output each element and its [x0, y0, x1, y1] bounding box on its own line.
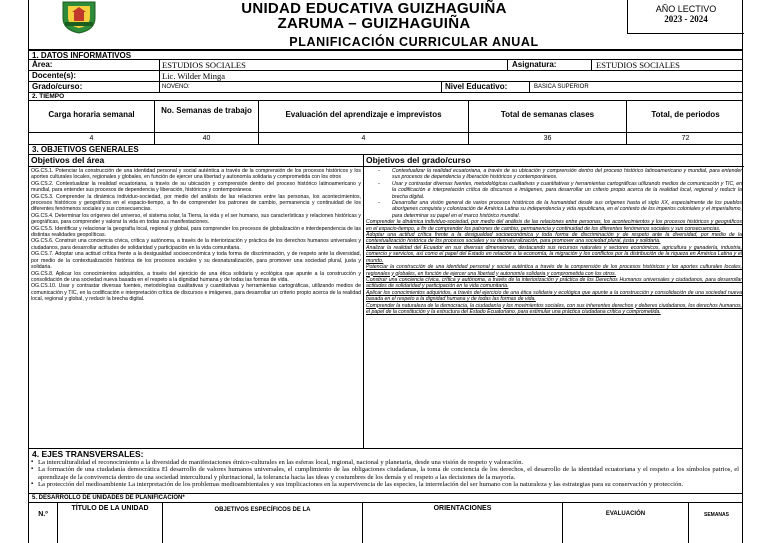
nivel-value: BASICA SUPERIOR [529, 82, 744, 92]
section-unidades: 5. DESARROLLO DE UNIDADES DE PLANIFICACIÓN* [32, 495, 185, 501]
header-row [28, 0, 743, 34]
school-name: UNIDAD EDUCATIVA GUIZHAGUIÑA [241, 0, 507, 17]
tiempo-value-semanas: 40 [154, 133, 258, 144]
tiempo-value-total-periodos: 72 [626, 133, 744, 144]
asignatura-value: ESTUDIOS SOCIALES [591, 60, 744, 70]
grado-value: NOVENO: [159, 82, 449, 92]
objetivos-grado-column [363, 155, 744, 448]
tiempo-header-total-semanas: Total de semanas clases [468, 101, 626, 132]
tiempo-header-total-periodos: Total, de periodos [626, 101, 744, 132]
objetivo-grado-item: Adoptar una actitud crítica frente a la desigualdad socioeconómica y toda forma de discriminación y de respeto ante la diversidad, por medio de la contextualización histórica de los procesos sociales y su desnaturalización, para promover una sociedad plural, justa y solidaria. [366, 232, 742, 245]
section-ejes: 4. EJES TRANSVERSALES: [32, 449, 144, 459]
objetivo-grado-item: Comprender la dinámica individuo-sociedad, por medio del análisis de las relaciones entre personas, los acontecimientos y los procesos históricos y geográficos en el espacio-tiempo, a fin de comprender los patrones de cambio, permanencia y continuidad de los diferentes fenómenos sociales y sus consecuencias. [366, 219, 742, 232]
eje-transversal-item: ▪ La protección del medioambiente La interpretación de los problemas medioambientales y sus implicaciones en la supervivencia de las especies, la interrelación del ser humano con la naturaleza y las estrategias para su conservación y protección. [29, 481, 739, 488]
objetivos-area-column [29, 155, 363, 448]
school-emblem-icon [59, 0, 99, 34]
objetivos-area-header: Objetivos del área [29, 155, 363, 167]
objetivo-grado-item: Comprender la naturaleza de la democracia, la ciudadanía y los movimientos sociales, con sus inherentes derechos y deberes ciudadanos, los derechos humanos, el papel de la constitución y la estructura del Estado Ecuatoriano, para estimular una práctica ciudadana crítica y comprometida. [366, 302, 742, 315]
asignatura-label: Asignatura: [507, 60, 597, 70]
objetivos-area-list [31, 167, 361, 303]
unidades-header-objetivos: OBJETIVOS ESPECÍFICOS DE LA [162, 503, 362, 543]
school-location: ZARUMA – GUIZHAGUIÑA [277, 15, 471, 32]
objetivo-area-item: OG.CS.7. Adoptar una actitud crítica frente a la desigualdad socioeconómica y toda forma de discriminación, y de respeto ante la diversidad, por medio de la contextualización histórica de los procesos sociales y su desnaturalización, para promover una sociedad plural, justa y solidaria. [31, 251, 361, 271]
school-logo [29, 0, 119, 34]
tiempo-value-total-semanas: 36 [468, 133, 626, 144]
section-tiempo: 2. TIEMPO [32, 93, 65, 100]
objetivo-grado-item: Analizar la realidad del Ecuador en sus diversas dimensiones, destacando sus recursos naturales y sectores económicos, agricultura y ganadería, industria, comercio y servicios, así como el papel del Estado en relación a la economía, la migración y los conflictos por la distribución de la riqueza en América Latina y el mundo. [366, 244, 742, 264]
objetivo-area-item: OG.CS.2. Contextualizar la realidad ecuatoriana, a través de su ubicación y comprensión dentro del proceso histórico latinoamericano y mundial, para entender sus procesos de dependencia y liberación, históricos y contemporáneos. [31, 180, 361, 194]
tiempo-value-carga: 4 [89, 135, 94, 142]
objetivo-area-item: OG.CS.1. Potenciar la construcción de una identidad personal y social auténtica a través de la comprensión de los procesos históricos y los aportes culturales locales, regionales y globales, en función de ejercer una libertad y autonomía solidaria y comprometida con los otros [31, 168, 361, 181]
objetivo-grado-item: Construir una conciencia cívica, crítica y autónoma, a través de la interiorización y práctica de los Derechos Humanos universales y ciudadanos, para desarrollar actitudes de solidaridad y participación en la vida comunitaria. [366, 276, 742, 290]
nivel-label: Nivel Educativo: [441, 82, 536, 92]
school-year-value: 2023 - 2024 [664, 14, 708, 24]
docente-value: Lic. Wilder Minga [159, 71, 744, 81]
unidades-header-titulo: TÍTULO DE LA UNIDAD [57, 503, 162, 543]
objetivo-area-item: OG.CS.10. Usar y contrastar diversas fuentes, metodologías cualitativas y cuantitativas y herramientas cartográficas, utilizando medios de comunicación y TIC, en la codificación e interpretación crítica de discursos e imágenes, para desarrollar un criterio propio acerca de la realidad local, regional y global, y reducir la brecha digital. [31, 283, 361, 303]
objetivos-grado-list [366, 219, 742, 315]
objetivo-grado-item: - Desarrollar una visión general de varios procesos históricos de la humanidad desde sus orígenes hasta el siglo XX, especialmente de los pueblos aborígenes conquista y colonización de América Latina su independencia y vida republicana, en el contexto de los imperios coloniales y el imperialismo, para determinar su papel en el marco histórico mundial. [366, 200, 742, 219]
unidades-header-evaluacion: EVALUACIÓN [562, 503, 688, 543]
school-year-label: AÑO LECTIVO [655, 4, 717, 14]
unidades-header-numero: N.º [38, 511, 48, 518]
tiempo-value-evaluacion: 4 [258, 133, 468, 144]
objetivo-grado-item: - Contextualizar la realidad ecuatoriana, a través de su ubicación y comprensión dentro del proceso histórico latinoamericano y mundial, para entender sus procesos de dependencia y liberación históricos y contemporáneos. [366, 168, 742, 181]
area-label: Área: [32, 60, 53, 69]
tiempo-header-semanas: No. Semanas de trabajo [154, 101, 258, 132]
objetivo-area-item: OG.CS.4. Determinar los orígenes del universo, el sistema solar, la Tierra, la vida y el ser humano, sus características y relaciones históricas y geográficas, para comprender y valorar la vida en todas sus manifestaciones. [31, 212, 361, 226]
grado-label: Grado/curso: [32, 82, 83, 91]
tiempo-header-carga: Carga horaria semanal [48, 110, 135, 119]
objetivo-area-item: OG.CS.8. Aplicar los conocimientos adquiridos, a través del ejercicio de una ética solidaria y ecológica que apunte a la construcción y consolidación de una sociedad nueva basada en el respeto a la dignidad humana y de todas las formas de vida. [31, 270, 361, 283]
docente-label: Docente(s): [32, 71, 77, 80]
section-datos: 1. DATOS INFORMATIVOS [32, 51, 132, 60]
tiempo-header-evaluacion: Evaluación del aprendizaje e imprevistos [258, 101, 468, 132]
document-title: PLANIFICACIÓN CURRICULAR ANUAL [289, 35, 539, 49]
objetivos-grado-dash-list [366, 167, 742, 219]
objetivo-grado-item: Aplicar los conocimientos adquiridos, a través del ejercicio de una ética solidaria y ecológica que apunte a la construcción y consolidación de una sociedad nueva basada en el respeto a la dignidad humana y de todas las formas de vida. [366, 289, 742, 303]
objetivo-area-item: OG.CS.3. Comprender la dinámica individuo-sociedad, por medio del análisis de las relaciones entre las personas, los acontecimientos, procesos históricos y geográficos en el espacio-tiempo, a fin de comprender los patrones de cambio, permanencia y continuidad de los diferentes fenómenos sociales y sus consecuencias. [31, 193, 361, 213]
objetivos-grado-header: Objetivos del grado/curso [364, 155, 744, 167]
school-year-box [627, 0, 744, 34]
objetivo-grado-item: Potenciar la construcción de una identidad personal y social auténtica a través de la comprensión de los procesos históricos y los aportes culturales locales, regionales y globales, en función de ejercer una libertad y autonomía solidaria y comprometida con los otros. [366, 264, 742, 277]
ejes-list [29, 459, 742, 489]
eje-transversal-item: ▪ La formación de una ciudadanía democrática El desarrollo de valores humanos universales, el cumplimiento de las obligaciones ciudadanas, la toma de conciencia de los derechos, el desarrollo de la identidad ecuatoriana y el respeto a los símbolos patrios, el aprendizaje de la convivencia dentro de una sociedad intercultural y plurinacional, la tolerancia hacia las ideas y costumbres de los demás y el respeto a las decisiones de la mayoría. [29, 466, 739, 481]
objetivo-grado-item: - Usar y contrastar diversas fuentes, metodológicas cualitativas y cuantitativas y herramientas cartográficas utilizando medios de comunicación y TIC, en la codificación e interpretación crítica de discursos e imágenes, para desarrollar un criterio propio acerca de la realidad local, regional y reducir la brecha digital. [366, 181, 742, 200]
eje-transversal-item: ▪ La interculturalidad el reconocimiento a la diversidad de manifestaciones étnico-culturales en las esferas local, regional, nacional y planetaria, desde una visión de respeto y valoración. [29, 459, 739, 466]
area-value: ESTUDIOS SOCIALES [159, 60, 519, 70]
objetivo-area-item: OG.CS.5. Identificar y relacionar la geografía local, regional y global, para comprender los procesos de globalización e interdependencia de las distintas realidades geopolíticas. [31, 225, 361, 239]
section-objetivos: 3. OBJETIVOS GENERALES [32, 145, 139, 154]
unidades-header-orientaciones: ORIENTACIONES [362, 503, 562, 543]
unidades-header-semanas: SEMANAS [688, 503, 744, 543]
objetivo-area-item: OG.CS.6. Construir una conciencia cívica, crítica y autónoma, a través de la interiorización y práctica de los derechos humanos universales y ciudadanos, para desarrollar actitudes de solidaridad y participación en la vida comunitaria. [31, 238, 361, 251]
